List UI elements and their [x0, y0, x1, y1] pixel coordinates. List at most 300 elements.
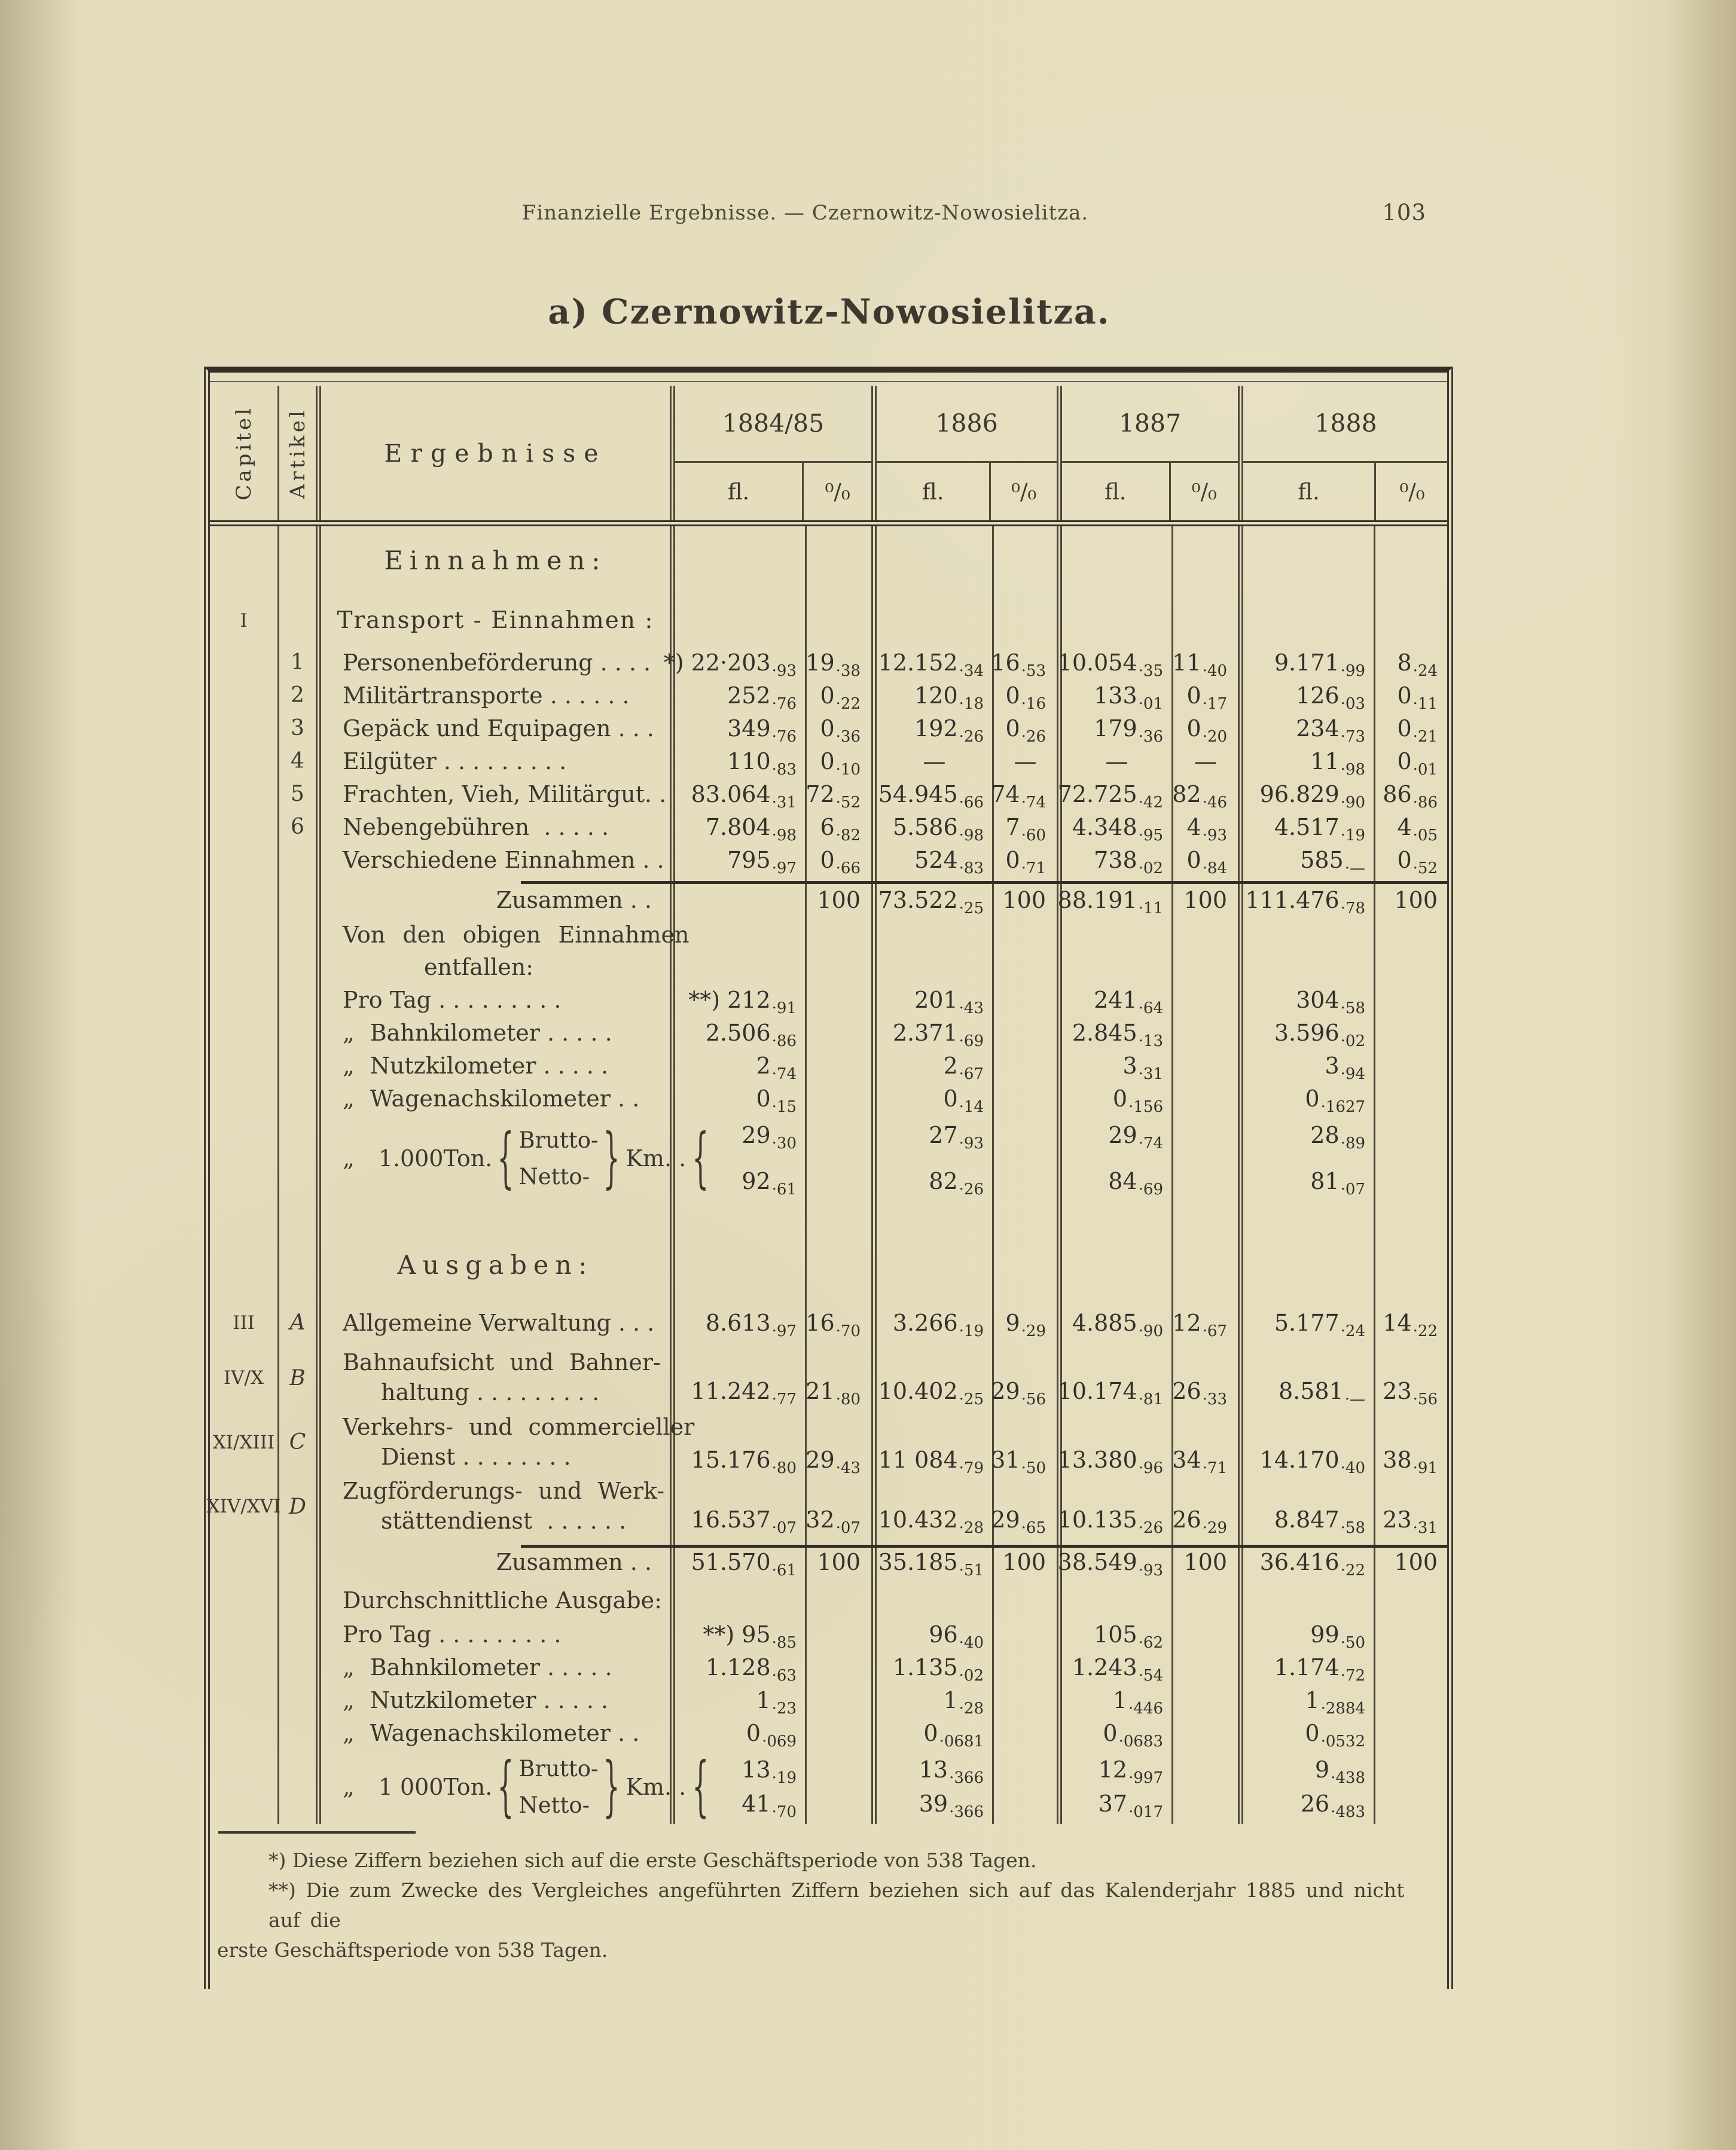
artikel-cell — [279, 843, 321, 876]
value-cell — [877, 1408, 994, 1477]
cell-value: 11 084·79 — [878, 1447, 984, 1477]
value-cell — [1375, 777, 1448, 810]
cell-value: **) 95·85 — [703, 1621, 797, 1652]
netto-label: Netto- — [518, 1792, 590, 1818]
value-cell — [991, 1477, 1062, 1537]
value-cell — [1173, 679, 1243, 712]
label-cell — [321, 1536, 675, 1583]
capitel-cell — [210, 1716, 279, 1749]
capitel-cell — [210, 1684, 279, 1716]
value-cell — [1062, 1684, 1173, 1716]
value-cell — [1173, 1716, 1243, 1749]
table-row — [210, 1016, 1447, 1049]
value-cell — [1173, 1348, 1243, 1408]
subtotal-rule — [521, 881, 1447, 884]
label-cell — [321, 712, 675, 745]
value-cell — [1057, 1348, 1173, 1408]
cell-value: 16·53 — [991, 649, 1046, 680]
brace-open: { — [497, 1120, 514, 1197]
cell-value: 3·31 — [1122, 1052, 1163, 1083]
artikel-value: 1 — [291, 650, 304, 675]
value-cell — [877, 1348, 994, 1408]
value-cell — [675, 1016, 807, 1049]
cell-value: 41·70 — [742, 1791, 797, 1821]
page-title: a) Czernowitz-Nowosielitza. — [548, 292, 1110, 332]
label-cell — [321, 1348, 675, 1408]
value-cell — [877, 950, 994, 983]
cell-value: 11·98 — [1310, 748, 1365, 779]
value-cell — [807, 1583, 877, 1618]
cell-value: 51.570·61 — [691, 1549, 797, 1579]
artikel-cell — [279, 646, 321, 679]
cell-value: 26·29 — [1172, 1506, 1227, 1537]
capitel-value: I — [240, 609, 248, 632]
capitel-label: Capitel — [231, 405, 256, 501]
capitel-cell — [210, 1049, 279, 1082]
results-table — [204, 367, 1453, 1989]
capitel-cell — [210, 1082, 279, 1115]
cell-value: 13.380·96 — [1057, 1447, 1163, 1477]
value-cell — [675, 745, 807, 777]
label-cell — [321, 646, 675, 679]
artikel-cell — [279, 1049, 321, 1082]
value-cell — [807, 1477, 877, 1536]
label-cell — [321, 950, 675, 983]
row-label: Militärtransporte . . . . . . — [343, 682, 630, 709]
table-row — [210, 1115, 1447, 1201]
capitel-cell — [210, 950, 279, 983]
value-cell — [1375, 1201, 1448, 1297]
cell-value: 0·26 — [1005, 715, 1046, 746]
value-cell — [994, 745, 1062, 777]
value-cell — [1173, 1115, 1243, 1201]
value-cell — [994, 595, 1062, 646]
cell-value: 1.135·02 — [892, 1654, 984, 1685]
cell-value: 0·156 — [1112, 1085, 1163, 1116]
value-cell — [994, 1082, 1062, 1115]
value-cell — [1243, 1618, 1375, 1651]
value-cell — [1375, 1016, 1448, 1049]
artikel-label: Artikel — [285, 407, 310, 499]
cell-value: 0·0683 — [1103, 1719, 1163, 1751]
cell-value: 10.135·26 — [1057, 1506, 1163, 1537]
artikel-cell — [279, 526, 321, 595]
cell-value: 0·16 — [1005, 682, 1046, 713]
capitel-cell — [210, 1016, 279, 1049]
value-cell — [1173, 919, 1243, 950]
cell-value: 133·01 — [1094, 682, 1163, 713]
cell-value: 0·11 — [1397, 682, 1438, 713]
cell-value: 13·19 — [742, 1756, 797, 1787]
row-label: Nutzkilometer . . . . . — [370, 1687, 609, 1713]
artikel-cell — [279, 1115, 321, 1201]
cell-value: 8·24 — [1397, 649, 1438, 680]
capitel-cell — [210, 526, 279, 595]
cell-value: 0·20 — [1186, 715, 1227, 746]
year-label: 1886 — [877, 386, 1057, 463]
value-cell — [1243, 777, 1375, 810]
value-cell — [1062, 595, 1173, 646]
table-row — [210, 1583, 1447, 1618]
km-label: Km. . — [626, 1145, 687, 1172]
brutto-label: Brutto- — [518, 1127, 599, 1153]
footnotes — [210, 1824, 1447, 1989]
value-cell — [807, 1201, 877, 1297]
artikel-cell — [279, 1201, 321, 1297]
cell-value: 9.171·99 — [1274, 649, 1365, 680]
value-cell — [807, 810, 877, 843]
cell-value: — — [923, 748, 946, 774]
value-cell — [1243, 745, 1375, 777]
year-label: 1887 — [1062, 386, 1238, 463]
value-cell — [877, 919, 994, 950]
table-row — [210, 810, 1447, 843]
quote-mark: „ — [343, 1019, 355, 1046]
value-cell — [877, 1016, 994, 1049]
row-label: stättendienst . . . . . . — [381, 1508, 627, 1534]
cell-value: 1·446 — [1112, 1687, 1163, 1718]
cell-value: 8.847·58 — [1274, 1506, 1365, 1537]
table-body — [206, 526, 1447, 1825]
value-cell — [1173, 646, 1243, 679]
artikel-cell — [279, 1618, 321, 1651]
value-cell — [675, 810, 807, 843]
artikel-value: B — [289, 1365, 306, 1390]
artikel-cell — [279, 712, 321, 745]
cell-value: 21·80 — [806, 1378, 861, 1408]
value-cell — [807, 745, 877, 777]
artikel-cell — [279, 1583, 321, 1618]
artikel-value: D — [289, 1494, 306, 1519]
value-cell — [1243, 1408, 1375, 1477]
cell-value: 10.402·25 — [878, 1378, 984, 1408]
capitel-cell — [210, 595, 279, 646]
artikel-cell — [279, 1716, 321, 1749]
cell-value: 9·438 — [1314, 1756, 1365, 1787]
value-cell — [807, 1651, 877, 1684]
artikel-value: 2 — [291, 683, 304, 707]
capitel-value: III — [233, 1312, 255, 1334]
artikel-cell — [279, 950, 321, 983]
label-cell — [321, 843, 675, 876]
row-label: Nutzkilometer . . . . . — [370, 1052, 609, 1079]
cell-value: 14.170·40 — [1259, 1447, 1365, 1477]
value-cell — [807, 843, 877, 876]
artikel-cell — [279, 919, 321, 950]
value-cell — [1375, 950, 1448, 983]
table-row — [210, 1297, 1447, 1348]
value-cell — [807, 1082, 877, 1115]
cell-value: 82·46 — [1172, 780, 1227, 812]
year-label: 1884/85 — [675, 386, 871, 463]
label-cell — [321, 745, 675, 777]
cell-value: 10.432·28 — [878, 1506, 984, 1537]
value-cell — [807, 1618, 877, 1651]
capitel-cell — [210, 919, 279, 950]
cell-value: 29·56 — [991, 1378, 1046, 1408]
brace-open: { — [497, 1748, 514, 1825]
row-label: Zusammen . . — [496, 887, 652, 913]
value-cell — [1375, 1082, 1448, 1115]
value-cell — [675, 679, 807, 712]
value-cell — [675, 1201, 807, 1297]
netto-label: Netto- — [518, 1163, 590, 1190]
row-label: Ausgaben: — [397, 1251, 594, 1280]
label-cell — [321, 679, 675, 712]
artikel-cell — [279, 1408, 321, 1477]
row-label: Eilgüter . . . . . . . . . — [343, 748, 567, 774]
quote-mark: „ — [343, 1052, 355, 1079]
capitel-cell — [210, 1618, 279, 1651]
row-label: Zusammen . . — [496, 1549, 652, 1575]
cell-value: 99·50 — [1310, 1621, 1365, 1652]
value-cell — [877, 1684, 994, 1716]
value-cell — [991, 1348, 1062, 1408]
value-cell — [1062, 919, 1173, 950]
capitel-cell — [210, 843, 279, 876]
cell-value: 5.586·98 — [892, 813, 984, 844]
cell-value: 9·29 — [1005, 1309, 1046, 1340]
value-cell — [675, 1684, 807, 1716]
value-cell — [1243, 1201, 1375, 1297]
value-cell — [675, 777, 807, 810]
cell-value: 32·07 — [806, 1506, 861, 1537]
value-cell — [1243, 526, 1375, 595]
row-label: Wagenachskilometer . . — [370, 1719, 640, 1746]
footnote-2-continued: erste Geschäftsperiode von 538 Tagen. — [217, 1938, 608, 1962]
header-capitel — [210, 386, 279, 520]
cell-value: 96·40 — [929, 1621, 984, 1652]
value-cell — [994, 712, 1062, 745]
label-cell — [321, 1477, 675, 1536]
table-row — [210, 646, 1447, 679]
value-cell — [807, 1348, 877, 1408]
cell-value: 241·64 — [1094, 986, 1163, 1017]
label-cell — [321, 810, 675, 843]
cell-value: 0·14 — [943, 1085, 984, 1116]
value-cell — [877, 1749, 994, 1824]
value-cell — [994, 1749, 1062, 1824]
cell-value: 0·01 — [1397, 748, 1438, 779]
artikel-cell — [279, 679, 321, 712]
cell-value: 2·67 — [943, 1052, 984, 1083]
value-cell — [675, 1477, 807, 1536]
value-cell — [877, 646, 994, 679]
artikel-cell — [279, 1651, 321, 1684]
table-row — [210, 919, 1447, 950]
quote-mark: „ — [343, 1145, 355, 1172]
value-cell — [675, 843, 807, 876]
capitel-cell — [210, 1115, 279, 1201]
capitel-cell — [210, 712, 279, 745]
value-cell — [994, 1016, 1062, 1049]
cell-value: 179·36 — [1094, 715, 1163, 746]
value-cell — [1243, 1583, 1375, 1618]
value-cell — [1057, 646, 1173, 680]
row-label: Bahnaufsicht und Bahner- — [343, 1349, 661, 1376]
capitel-cell — [210, 1583, 279, 1618]
label-cell — [321, 983, 675, 1016]
cell-value: 0·71 — [1005, 846, 1046, 877]
cell-value: 0·21 — [1397, 715, 1438, 746]
value-cell — [807, 950, 877, 983]
value-cell — [877, 1536, 994, 1583]
row-label: Durchschnittliche Ausgabe: — [343, 1587, 662, 1614]
value-cell — [807, 1749, 877, 1824]
cell-value: 74·74 — [991, 780, 1046, 812]
table-row — [210, 876, 1447, 919]
table-row — [210, 1749, 1447, 1824]
value-cell — [1243, 1716, 1375, 1749]
cell-value: 1.128·63 — [705, 1654, 797, 1685]
value-cell — [1173, 712, 1243, 745]
value-cell — [1375, 646, 1448, 679]
artikel-value: 6 — [291, 815, 304, 839]
cell-value: 13·366 — [919, 1756, 984, 1787]
value-cell — [1243, 1016, 1375, 1049]
table-row — [210, 679, 1447, 712]
cell-value: 7.804·98 — [705, 813, 797, 844]
cell-value: 3.596·02 — [1274, 1019, 1365, 1050]
value-cell — [1375, 1408, 1448, 1477]
cell-value: 12·997 — [1098, 1756, 1163, 1787]
cell-value: 234·73 — [1296, 715, 1365, 746]
value-cell — [675, 1536, 807, 1583]
table-row — [210, 777, 1447, 810]
cell-value: 72·52 — [806, 780, 861, 812]
brutto-netto-stack — [518, 1755, 599, 1818]
cell-value: 37·017 — [1098, 1791, 1163, 1821]
brutto-label: Brutto- — [518, 1755, 599, 1782]
cell-value: 73.522·25 — [878, 887, 984, 917]
table-row — [210, 1408, 1447, 1477]
value-cell — [994, 1201, 1062, 1297]
table-row — [210, 843, 1447, 876]
artikel-cell — [279, 1684, 321, 1716]
row-label: Gepäck und Equipagen . . . — [343, 715, 654, 742]
value-cell — [991, 1408, 1062, 1477]
ton-label: 1.000Ton. — [378, 1145, 493, 1172]
value-cell — [807, 983, 877, 1016]
unit-fl: fl. — [877, 463, 991, 520]
value-cell — [1173, 1297, 1243, 1348]
row-label: Dienst . . . . . . . . — [381, 1443, 571, 1470]
value-cell — [1062, 1297, 1173, 1348]
cell-value: 28·89 — [1310, 1122, 1365, 1152]
value-cell — [1062, 1201, 1173, 1297]
label-cell — [321, 1618, 675, 1651]
value-cell — [1173, 1618, 1243, 1651]
value-cell — [807, 777, 877, 810]
value-cell — [1173, 1749, 1243, 1824]
value-cell — [1243, 919, 1375, 950]
artikel-cell — [279, 1749, 321, 1824]
label-cell — [321, 595, 675, 646]
value-cell — [877, 1618, 994, 1651]
cell-value: 83.064·31 — [691, 780, 797, 812]
table-row — [210, 983, 1447, 1016]
cell-value: 23·56 — [1383, 1378, 1438, 1408]
value-cell — [1062, 983, 1173, 1016]
value-cell — [1062, 745, 1173, 777]
cell-value: 349·76 — [727, 715, 797, 746]
cell-value: 31·50 — [991, 1447, 1046, 1477]
table-row — [210, 1716, 1447, 1749]
cell-value: 29·30 — [742, 1122, 797, 1152]
cell-value: 100 — [1394, 887, 1438, 913]
value-cell — [877, 712, 994, 745]
value-cell — [1375, 712, 1448, 745]
cell-value: 0·22 — [820, 682, 861, 713]
unit-percent: ⁰/₀ — [1399, 478, 1425, 505]
cell-value: 84·69 — [1108, 1168, 1163, 1198]
cell-value: 110·83 — [727, 748, 797, 779]
value-cell — [994, 1716, 1062, 1749]
value-cell — [807, 646, 877, 679]
value-cell — [994, 1115, 1062, 1201]
cell-value: 10.174·81 — [1057, 1378, 1163, 1408]
unit-percent: ⁰/₀ — [1191, 478, 1217, 505]
value-cell — [991, 646, 1062, 680]
cell-value: 29·74 — [1108, 1122, 1163, 1152]
ton-label: 1 000Ton. — [378, 1773, 493, 1800]
cell-value: 795·97 — [727, 846, 797, 877]
value-cell — [1375, 595, 1448, 646]
value-cell — [1062, 1115, 1173, 1201]
value-cell — [1243, 595, 1375, 646]
value-cell — [1057, 1408, 1173, 1477]
value-cell — [1375, 526, 1448, 595]
table-row — [206, 1477, 1447, 1537]
value-cell — [877, 843, 994, 876]
value-cell — [675, 1618, 807, 1651]
cell-value: 12.152·34 — [878, 649, 984, 680]
capitel-cell — [210, 679, 279, 712]
value-cell — [1173, 1082, 1243, 1115]
value-cell — [991, 777, 1062, 812]
label-cell — [321, 1716, 675, 1749]
label-cell — [321, 777, 675, 810]
footnote-rule — [218, 1831, 416, 1834]
artikel-cell — [279, 810, 321, 843]
cell-value: 252·76 — [727, 682, 797, 713]
cell-value: 39·366 — [919, 1791, 984, 1821]
value-cell — [675, 1651, 807, 1684]
artikel-cell — [279, 1536, 321, 1583]
value-cell — [807, 595, 877, 646]
cell-value: 35.185·51 — [878, 1549, 984, 1579]
value-cell — [994, 1297, 1062, 1348]
artikel-value: 4 — [291, 749, 304, 773]
value-cell — [1173, 983, 1243, 1016]
value-cell — [1243, 1049, 1375, 1082]
value-cell — [1243, 679, 1375, 712]
label-cell — [321, 1651, 675, 1684]
artikel-cell — [279, 1477, 321, 1536]
value-cell — [877, 1115, 994, 1201]
cell-value: 4.517·19 — [1274, 813, 1365, 844]
cell-value: 54.945·66 — [878, 780, 984, 812]
capitel-cell — [206, 1477, 281, 1536]
table-row — [210, 712, 1447, 745]
value-cell — [675, 712, 807, 745]
value-cell — [994, 810, 1062, 843]
value-cell — [877, 1201, 994, 1297]
value-cell — [807, 1049, 877, 1082]
value-cell — [1057, 1536, 1173, 1583]
cell-value: — — [1194, 748, 1217, 774]
row-label: Nebengebühren . . . . . — [343, 813, 609, 840]
